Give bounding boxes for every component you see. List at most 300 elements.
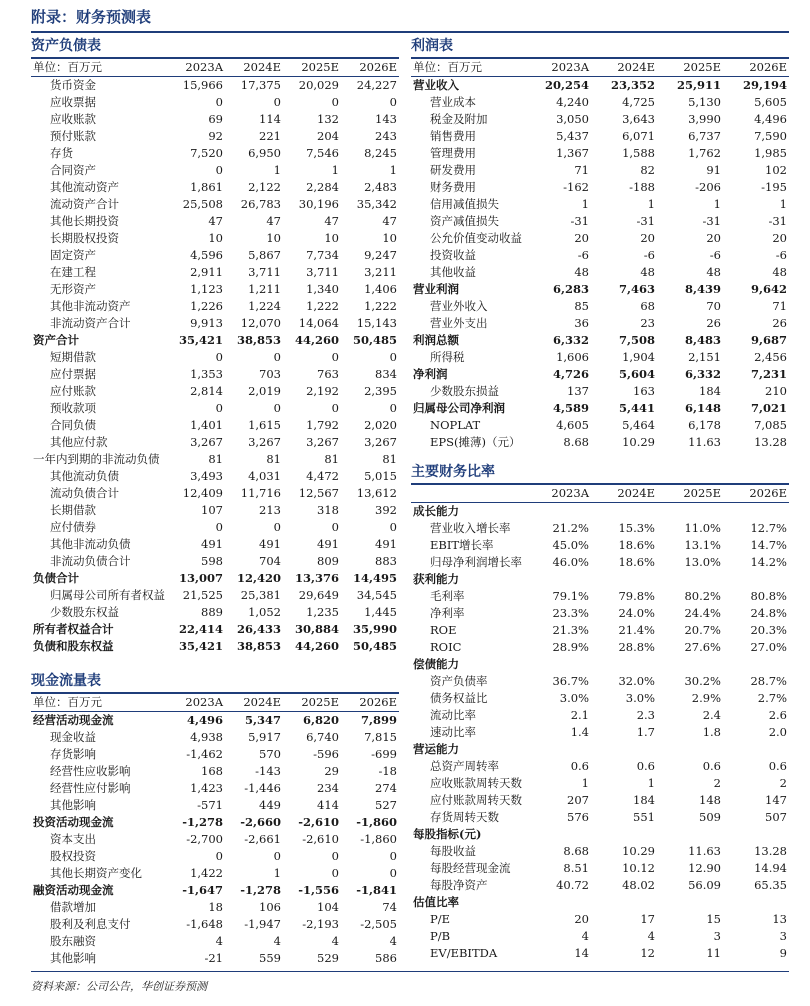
table-row	[31, 831, 399, 848]
value-cell: 1,224	[248, 299, 281, 313]
row-label: ROE	[430, 623, 457, 637]
value-cell: 0	[331, 350, 339, 364]
value-cell: -2,700	[186, 832, 223, 846]
value-cell: 6,950	[248, 146, 281, 160]
value-cell: 1,211	[248, 282, 281, 296]
row-label: 营业成本	[430, 95, 476, 109]
table-row	[411, 94, 789, 111]
value-cell: 34,545	[356, 588, 397, 602]
value-cell: 3.0%	[625, 691, 655, 705]
value-cell: -596	[313, 747, 339, 761]
value-cell	[657, 741, 723, 758]
table-row	[411, 366, 789, 383]
balance-sheet-title: 资产负债表	[31, 38, 101, 54]
value-cell: 1,423	[190, 781, 223, 795]
balance-sheet-table	[31, 59, 399, 655]
row-label: 股权投资	[50, 849, 96, 863]
row-label: 资本支出	[50, 832, 96, 846]
value-cell: 3,050	[556, 112, 589, 126]
value-cell: 47	[382, 214, 397, 228]
value-cell: 4,472	[306, 469, 339, 483]
row-label: 长期股权投资	[50, 231, 119, 245]
value-cell: -1,860	[360, 832, 397, 846]
value-cell: 221	[259, 129, 281, 143]
value-cell: 1	[647, 776, 655, 790]
table-row	[411, 247, 789, 264]
value-cell	[591, 656, 657, 673]
value-cell: 6,148	[684, 401, 721, 415]
value-cell: 8.68	[563, 435, 589, 449]
income-statement-table	[411, 59, 789, 451]
row-label: 信用减值损失	[430, 197, 499, 211]
table-row	[31, 77, 399, 95]
value-cell: 1	[389, 163, 397, 177]
row-label: 应收账款	[50, 112, 96, 126]
value-cell: 234	[317, 781, 339, 795]
value-cell	[657, 894, 723, 911]
table-row	[31, 570, 399, 587]
table-row	[31, 417, 399, 434]
table-row	[31, 264, 399, 281]
value-cell: 18	[208, 900, 223, 914]
value-cell: 6,740	[306, 730, 339, 744]
row-label: 非流动负债合计	[50, 554, 131, 568]
value-cell: 15	[706, 912, 721, 926]
value-cell: 7,590	[754, 129, 787, 143]
value-cell: 0	[389, 401, 397, 415]
balance-sheet-section	[31, 35, 399, 655]
value-cell: 184	[633, 793, 655, 807]
row-label: 每股经营现金流	[430, 861, 511, 875]
value-cell: 147	[765, 793, 787, 807]
row-label: 营业收入增长率	[430, 521, 511, 535]
header-year-cell: 2025E	[283, 59, 341, 77]
table-row	[411, 332, 789, 349]
value-cell: -18	[378, 764, 397, 778]
value-cell: 26	[706, 316, 721, 330]
value-cell: 3	[713, 929, 721, 943]
table-row	[411, 758, 789, 775]
value-cell: 14,064	[298, 316, 339, 330]
value-cell: 74	[382, 900, 397, 914]
value-cell: 703	[259, 367, 281, 381]
value-cell: 48.02	[622, 878, 655, 892]
value-cell: 23	[640, 316, 655, 330]
value-cell: 71	[574, 163, 589, 177]
value-cell: -1,860	[356, 815, 397, 829]
table-row	[411, 945, 789, 962]
value-cell	[723, 656, 789, 673]
value-cell: 586	[375, 951, 397, 965]
value-cell: -2,660	[240, 815, 281, 829]
value-cell: 204	[317, 129, 339, 143]
row-label: 研发费用	[430, 163, 476, 177]
value-cell: 1.8	[702, 725, 721, 739]
table-row	[411, 434, 789, 451]
value-cell: -143	[255, 764, 281, 778]
value-cell: 7,520	[190, 146, 223, 160]
value-cell: 24,227	[356, 78, 397, 92]
table-row	[31, 587, 399, 604]
value-cell: 35,421	[178, 333, 223, 347]
value-cell: 3.0%	[559, 691, 589, 705]
row-label: 其他收益	[430, 265, 476, 279]
value-cell: 18.6%	[618, 538, 655, 552]
value-cell: 2,019	[248, 384, 281, 398]
value-cell: 12,567	[298, 486, 339, 500]
value-cell: 1	[273, 866, 281, 880]
value-cell: 12.90	[688, 861, 721, 875]
table-row	[411, 230, 789, 247]
row-label: 在建工程	[50, 265, 96, 279]
row-label: 财务费用	[430, 180, 476, 194]
row-label: 净利润	[413, 367, 448, 381]
value-cell: 527	[375, 798, 397, 812]
value-cell: -1,278	[182, 815, 223, 829]
table-row	[31, 383, 399, 400]
cash-flow-title: 现金流量表	[31, 673, 101, 689]
row-label: 归属母公司净利润	[413, 401, 505, 415]
value-cell: 35,990	[352, 622, 397, 636]
value-cell: 1,861	[190, 180, 223, 194]
value-cell: 28.9%	[552, 640, 589, 654]
value-cell: 0.6	[768, 759, 787, 773]
value-cell: -1,841	[356, 883, 397, 897]
value-cell: 25,911	[676, 78, 721, 92]
header-year-cell: 2025E	[283, 694, 341, 712]
row-label: 税金及附加	[430, 112, 488, 126]
header-unit-cell: 单位：百万元	[411, 59, 525, 77]
row-label: 流动负债合计	[50, 486, 119, 500]
value-cell	[657, 656, 723, 673]
value-cell: 30,196	[298, 197, 339, 211]
value-cell: 23.3%	[552, 606, 589, 620]
value-cell: -1,446	[244, 781, 281, 795]
value-cell: 4,938	[190, 730, 223, 744]
value-cell: 8.51	[563, 861, 589, 875]
row-label: 债务权益比	[430, 691, 488, 705]
value-cell: 65.35	[754, 878, 787, 892]
table-header-row	[411, 485, 789, 503]
ratios-section	[411, 461, 789, 962]
table-row	[411, 77, 789, 95]
row-label: 借款增加	[50, 900, 96, 914]
value-cell: 20.3%	[750, 623, 787, 637]
value-cell: 491	[201, 537, 223, 551]
income-statement-section	[411, 35, 789, 451]
value-cell: 1,406	[364, 282, 397, 296]
value-cell: 6,071	[622, 129, 655, 143]
value-cell: 81	[324, 452, 339, 466]
table-group-row	[411, 503, 789, 521]
row-label: 货币资金	[50, 78, 96, 92]
row-label: 其他长期投资	[50, 214, 119, 228]
value-cell: 82	[640, 163, 655, 177]
table-row	[411, 843, 789, 860]
header-year-cell: 2025E	[657, 59, 723, 77]
row-label: P/B	[430, 929, 451, 943]
value-cell: 2,395	[364, 384, 397, 398]
row-label: 毛利率	[430, 589, 465, 603]
table-row	[411, 639, 789, 656]
cash-flow-section	[31, 670, 399, 967]
value-cell: -1,462	[186, 747, 223, 761]
value-cell: 2,814	[190, 384, 223, 398]
value-cell: 32.0%	[618, 674, 655, 688]
value-cell: -6	[577, 248, 589, 262]
table-row	[31, 434, 399, 451]
header-unit-cell: 单位：百万元	[31, 59, 167, 77]
value-cell: 13.28	[754, 844, 787, 858]
value-cell: 9,687	[750, 333, 787, 347]
value-cell: 1,606	[556, 350, 589, 364]
value-cell: 3,643	[622, 112, 655, 126]
row-label: 应付债券	[50, 520, 96, 534]
row-label: 归属母公司所有者权益	[50, 588, 165, 602]
value-cell: 0	[389, 849, 397, 863]
row-label: 每股净资产	[430, 878, 488, 892]
value-cell: 11	[706, 946, 721, 960]
row-label: 存货	[50, 146, 73, 160]
value-cell: 5,130	[688, 95, 721, 109]
row-label: 经营性应付影响	[50, 781, 131, 795]
value-cell: 491	[317, 537, 339, 551]
value-cell: 38,853	[236, 639, 281, 653]
value-cell: 392	[375, 503, 397, 517]
row-label: 营运能力	[413, 742, 459, 756]
value-cell: 3,493	[190, 469, 223, 483]
value-cell: 0	[331, 401, 339, 415]
row-label: 其他影响	[50, 951, 96, 965]
value-cell: 1,904	[622, 350, 655, 364]
value-cell: 3,211	[364, 265, 397, 279]
value-cell: 168	[201, 764, 223, 778]
value-cell: 81	[266, 452, 281, 466]
value-cell: 56.09	[688, 878, 721, 892]
table-row	[31, 145, 399, 162]
value-cell: 25,381	[240, 588, 281, 602]
value-cell: 11.0%	[684, 521, 721, 535]
value-cell: 4,496	[186, 713, 223, 727]
value-cell: 7,021	[750, 401, 787, 415]
row-label: 合同负债	[50, 418, 96, 432]
table-row	[411, 673, 789, 690]
value-cell: 45.0%	[552, 538, 589, 552]
value-cell: 5,605	[754, 95, 787, 109]
title-rule	[31, 31, 789, 33]
row-label: 营业利润	[413, 282, 459, 296]
table-row	[31, 746, 399, 763]
value-cell: 29,649	[298, 588, 339, 602]
value-cell: 5,015	[364, 469, 397, 483]
value-cell: 4	[331, 934, 339, 948]
value-cell: 704	[259, 554, 281, 568]
value-cell: 3,711	[306, 265, 339, 279]
value-cell: 48	[772, 265, 787, 279]
value-cell: -31	[702, 214, 721, 228]
value-cell: 21.2%	[552, 521, 589, 535]
value-cell: 13,376	[294, 571, 339, 585]
value-cell: 1,792	[306, 418, 339, 432]
value-cell: 2.7%	[757, 691, 787, 705]
value-cell: 20	[640, 231, 655, 245]
table-row	[31, 366, 399, 383]
value-cell: 106	[259, 900, 281, 914]
row-label: 应付账款周转天数	[430, 793, 522, 807]
row-label: 公允价值变动收益	[430, 231, 522, 245]
value-cell: 2	[779, 776, 787, 790]
value-cell: 47	[324, 214, 339, 228]
value-cell: 4,726	[552, 367, 589, 381]
table-row	[411, 213, 789, 230]
value-cell	[657, 826, 723, 843]
value-cell: -31	[636, 214, 655, 228]
table-row	[31, 519, 399, 536]
value-cell: 36	[574, 316, 589, 330]
value-cell	[525, 894, 591, 911]
value-cell: 0.6	[636, 759, 655, 773]
value-cell: 6,332	[552, 333, 589, 347]
table-row	[411, 128, 789, 145]
value-cell: 21,525	[182, 588, 223, 602]
row-label: 营业外收入	[430, 299, 488, 313]
table-row	[31, 400, 399, 417]
table-row	[31, 94, 399, 111]
header-unit-cell: 单位：百万元	[31, 694, 167, 712]
table-row	[31, 536, 399, 553]
row-label: 合同资产	[50, 163, 96, 177]
value-cell: 30.2%	[684, 674, 721, 688]
table-row	[31, 797, 399, 814]
value-cell: 10.29	[622, 844, 655, 858]
table-row	[31, 933, 399, 950]
value-cell: 1	[779, 197, 787, 211]
header-year-cell: 2024E	[225, 694, 283, 712]
value-cell: 14	[574, 946, 589, 960]
value-cell	[591, 826, 657, 843]
value-cell: 3,267	[190, 435, 223, 449]
table-row	[31, 468, 399, 485]
row-label: 长期借款	[50, 503, 96, 517]
row-label: 资产合计	[33, 333, 79, 347]
table-row	[31, 196, 399, 213]
value-cell: 22,414	[178, 622, 223, 636]
value-cell	[723, 826, 789, 843]
row-label: 投资活动现金流	[33, 815, 114, 829]
header-year-cell: 2023A	[167, 59, 225, 77]
value-cell: 7,231	[750, 367, 787, 381]
header-year-cell: 2023A	[167, 694, 225, 712]
value-cell: 48	[574, 265, 589, 279]
value-cell: 143	[375, 112, 397, 126]
value-cell: 889	[201, 605, 223, 619]
value-cell: 1,985	[754, 146, 787, 160]
value-cell: 13.0%	[684, 555, 721, 569]
row-label: 少数股东权益	[50, 605, 119, 619]
row-label: 存货影响	[50, 747, 96, 761]
value-cell: 46.0%	[552, 555, 589, 569]
value-cell: 2,151	[688, 350, 721, 364]
value-cell: -2,610	[302, 832, 339, 846]
value-cell: 2,483	[364, 180, 397, 194]
value-cell: -31	[570, 214, 589, 228]
value-cell: 2	[713, 776, 721, 790]
value-cell: 27.0%	[750, 640, 787, 654]
value-cell: 8,439	[684, 282, 721, 296]
value-cell: -1,647	[182, 883, 223, 897]
value-cell: 207	[567, 793, 589, 807]
value-cell: 48	[706, 265, 721, 279]
row-label: 无形资产	[50, 282, 96, 296]
value-cell: 3,711	[248, 265, 281, 279]
row-label: 应付账款	[50, 384, 96, 398]
row-label: 成长能力	[413, 504, 459, 518]
row-label: 其他应付款	[50, 435, 108, 449]
value-cell: -1,947	[244, 917, 281, 931]
row-label: 流动比率	[430, 708, 476, 722]
value-cell: 184	[699, 384, 721, 398]
value-cell: 6,332	[684, 367, 721, 381]
row-label: 其他非流动资产	[50, 299, 131, 313]
row-label: 偿债能力	[413, 657, 459, 671]
value-cell: 132	[317, 112, 339, 126]
value-cell: 10.29	[622, 435, 655, 449]
value-cell: 20.7%	[684, 623, 721, 637]
row-label: 估值比率	[413, 895, 459, 909]
table-row	[31, 950, 399, 967]
value-cell: 809	[317, 554, 339, 568]
row-label: EBIT增长率	[430, 538, 494, 552]
value-cell: -6	[643, 248, 655, 262]
table-row	[31, 281, 399, 298]
row-label: 预收款项	[50, 401, 96, 415]
page-title: 附录：财务预测表	[31, 8, 152, 26]
value-cell: 0	[331, 866, 339, 880]
header-year-cell: 2026E	[341, 694, 399, 712]
value-cell: 1,052	[248, 605, 281, 619]
row-label: EPS(摊薄)（元）	[430, 435, 521, 449]
value-cell: 148	[699, 793, 721, 807]
value-cell	[525, 741, 591, 758]
table-row	[411, 809, 789, 826]
row-label: 一年内到期的非流动负债	[33, 452, 160, 466]
value-cell	[591, 571, 657, 588]
value-cell: 0	[331, 520, 339, 534]
table-row	[411, 298, 789, 315]
value-cell: 1	[581, 197, 589, 211]
value-cell: 2.9%	[691, 691, 721, 705]
value-cell: 9	[779, 946, 787, 960]
value-cell: 7,734	[306, 248, 339, 262]
value-cell: 11.63	[688, 844, 721, 858]
value-cell: 24.4%	[684, 606, 721, 620]
value-cell: 1,123	[190, 282, 223, 296]
value-cell: 11.63	[688, 435, 721, 449]
value-cell: 163	[633, 384, 655, 398]
value-cell: 2.6	[768, 708, 787, 722]
value-cell: 1.7	[636, 725, 655, 739]
value-cell: 29	[324, 764, 339, 778]
value-cell: 1,762	[688, 146, 721, 160]
table-row	[31, 162, 399, 179]
value-cell	[723, 741, 789, 758]
value-cell: 0	[273, 401, 281, 415]
row-label: 营业外支出	[430, 316, 488, 330]
value-cell	[723, 894, 789, 911]
value-cell: 3,267	[364, 435, 397, 449]
value-cell: 0	[215, 520, 223, 534]
table-row	[411, 877, 789, 894]
